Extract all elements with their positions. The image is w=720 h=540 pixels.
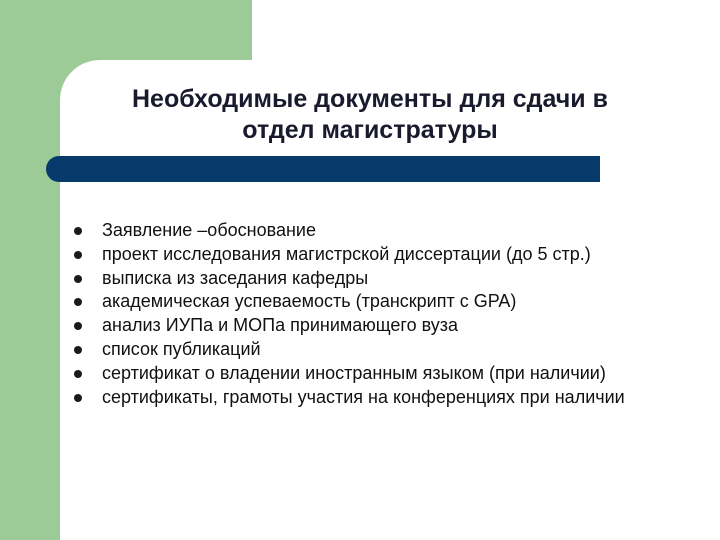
list-item-text: выписка из заседания кафедры	[102, 267, 369, 288]
list-item	[74, 314, 674, 338]
bullet-icon	[74, 394, 82, 402]
slide-title-line-1: Необходимые документы для сдачи в	[131, 85, 608, 113]
list-item-text: Заявление –обоснование	[102, 220, 316, 240]
title-underline-bar	[46, 156, 600, 182]
decorative-green-sidebar	[0, 0, 60, 540]
list-item-text: проект исследования магистрской диссертации (до 5 стр.)	[102, 243, 591, 264]
list-item-text: сертификаты, грамоты участия на конференциях при наличии	[102, 386, 625, 407]
list-item-text: сертификат о владении иностранным языком (при наличии)	[102, 362, 606, 383]
list-item	[74, 267, 674, 291]
bullet-icon	[74, 275, 82, 283]
slide-title-line-2: отдел магистратуры	[242, 116, 498, 144]
list-item	[74, 290, 674, 314]
slide-title	[80, 84, 660, 146]
list-item	[74, 338, 674, 362]
bullet-icon	[74, 370, 82, 378]
list-item	[74, 243, 674, 267]
document-list	[74, 219, 674, 409]
bullet-icon	[74, 227, 82, 235]
list-item-text: список публикаций	[102, 338, 261, 359]
bullet-icon	[74, 322, 82, 330]
list-item	[74, 362, 674, 386]
bullet-icon	[74, 251, 82, 259]
list-item-text: анализ ИУПа и МОПа принимающего вуза	[102, 315, 459, 336]
list-item	[74, 386, 674, 410]
bullet-icon	[74, 346, 82, 354]
bullet-icon	[74, 298, 82, 306]
list-item	[74, 219, 674, 243]
list-item-text: академическая успеваемость (транскрипт с GPA)	[102, 291, 517, 312]
